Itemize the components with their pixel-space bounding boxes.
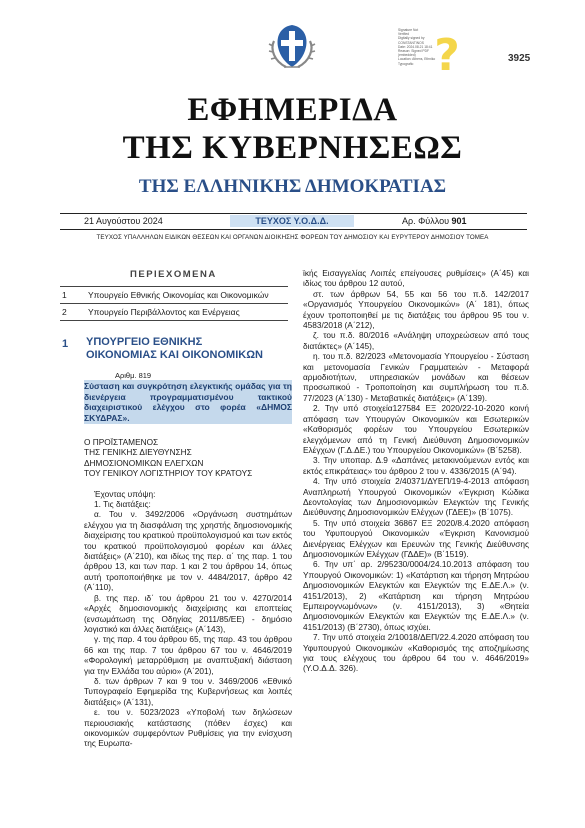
paragraph: 2. Την υπό στοιχεία127584 ΕΞ 2020/22-10-2020 κοινή απόφαση των Υπουργών Οικονομικών και Εσωτερικών «Καθορισμός φορέων του Υπουργείου Εσωτερικών ελεγχόμενων από τη Γενική Διεύθυνση Δημοσιονομικών Ελέγχων (Γ.Δ.ΔΕ.) του Υπουργείου Οικονομικών» (Β΄5258). (303, 403, 529, 455)
paragraph: 1. Τις διατάξεις: (94, 499, 151, 510)
toc-item-ministry-environment[interactable]: Υπουργείο Περιβάλλοντος και Ενέργειας (88, 307, 240, 317)
decision-title[interactable]: Σύσταση και συγκρότηση ελεγκτικής ομάδας για τη διενέργεια προγραμματισμένου τακτικού διαχειριστικού ελέγχου στο φορέα «ΔΗΜΟΣ ΣΚΥΔΡΑΣ». (84, 381, 292, 423)
paragraph: δ. των άρθρων 7 και 9 του ν. 3469/2006 «Εθνικό Τυπογραφείο Εφημερίδα της Κυβερνήσεως και λοιπές διατάξεις» (Α΄131), (84, 675, 292, 707)
ministry-heading (86, 336, 263, 362)
signature-line: Date: 2024.08.21 18:41 (398, 44, 433, 49)
ministry-line: ΟΙΚΟΝΟΜΙΑΣ ΚΑΙ ΟΙΚΟΝΟΜΙΚΩΝ (86, 349, 263, 361)
authority-line: Ο ΠΡΟΪΣΤΑΜΕΝΟΣ (84, 437, 159, 447)
gazette-title-line1: ΕΦΗΜΕΡΙΔΑ (187, 92, 398, 128)
series-badge: ΤΕΥΧΟΣ Υ.Ο.Δ.Δ. (230, 215, 354, 227)
paragraph: η. του π.δ. 82/2023 «Μετονομασία Υπουργείου - Σύσταση και μετονομασία Γενικών Γραμματειών - Μεταφορά αρμοδιοτήτων, υπηρεσιακών μονάδων και θέσεων προσωπικού - Τροποποίηση και συμπλήρωση του π.δ. 77/2023 (Α΄130) - Μεταβατικές διατάξεις» (Α΄139). (303, 351, 529, 403)
paragraph: 5. Την υπό στοιχεία 36867 ΕΞ 2020/8.4.2020 απόφαση του Υφυπουργού Οικονομικών «Έγκριση Κανονισμού Διενέργειας Ελέγχων και Ερευνών της Γενικής Διεύθυνσης Δημοσιονομικών Ελέγχων (ΓΔΔΕ)» (Β΄1519). (303, 517, 529, 559)
decision-number: 1 (62, 338, 69, 350)
authority-line: ΔΗΜΟΣΙΟΝΟΜΙΚΩΝ ΕΛΕΓΧΩΝ (84, 457, 204, 468)
digital-signature-block[interactable] (398, 28, 470, 80)
ministry-line: ΥΠΟΥΡΓΕΙΟ ΕΘΝΙΚΗΣ (86, 336, 203, 348)
toc-item-ministry-economy[interactable]: Υπουργείο Εθνικής Οικονομίας και Οικονομικών (88, 290, 269, 300)
toc-divider (60, 303, 288, 304)
paragraph: ζ. του π.δ. 80/2016 «Ανάληψη υποχρεώσεων από τους διατάκτες» (Α΄145), (303, 330, 529, 351)
toc-item-number: 2 (62, 307, 67, 317)
paragraph: 7. Την υπό στοιχεία 2/10018/ΔΕΠ/22.4.2020 απόφαση του Υφυπουργού Οικονομικών «Καθορισμός της αποζημίωσης για τους ελέγχους του άρθρου 64 του ν. 4646/2019» (Υ.Ο.Δ.Δ. 326). (303, 632, 529, 674)
paragraph: γ. της παρ. 4 του άρθρου 65, της παρ. 43 του άρθρου 66 και της παρ. 7 του άρθρου 67 του ν. 4646/2019 «Φορολογική μεταρρύθμιση με αναπτυξιακή διάσταση για την Ελλάδα του αύριο» (Α΄201), (84, 634, 292, 676)
toc-divider (60, 320, 288, 321)
gazette-title-line2: ΤΗΣ ΚΥΒΕΡΝΗΣΕΩΣ (122, 130, 463, 166)
signature-line: Location: Athens, Ethniko (398, 57, 436, 62)
contents-heading: ΠΕΡΙΕΧΟΜΕΝΑ (130, 269, 217, 280)
paragraph: ε. του ν. 5023/2023 «Υποβολή των δηλώσεων περιουσιακής κατάστασης (πόθεν έσχες) και οικονομικών συμφερόντων Ρυθμίσεις για την ενίσχυση της Ευρωπα- (84, 707, 292, 749)
signature-line: Signature Not (398, 28, 419, 32)
sheet-label: Αρ. Φύλλου (402, 216, 450, 226)
paragraph: 4. Την υπό στοιχεία 2/40371/ΔΥΕΠ/19-4-2013 απόφαση Αναπληρωτή Υπουργού Οικονομικών «Έγκριση Κώδικα Δεοντολογίας των Δημοσιονομικών Ελεγκτών της Γενικής Διεύθυνσης Δημοσιονομικών Ελέγχων (ΓΔΕΕ)» (Β΄1075). (303, 476, 529, 518)
sheet-number-value: 901 (451, 216, 467, 226)
paragraph: στ. των άρθρων 54, 55 και 56 του π.δ. 142/2017 «Οργανισμός Υπουργείου Οικονομικών» (Α΄ 181), όπως έχουν τροποποιηθεί με τις διατάξεις του άρθρου 95 του ν. 4583/2018 (Α΄212), (303, 288, 529, 331)
gazette-title-line3: ΤΗΣ ΕΛΛΗΝΙΚΗΣ ΔΗΜΟΚΡΑΤΙΑΣ (138, 176, 447, 197)
toc-divider (60, 286, 288, 287)
authority-line: ΤΗΣ ΓΕΝΙΚΗΣ ΔΙΕΥΘΥΝΣΗΣ (84, 447, 192, 458)
paragraph: Έχοντας υπόψη: (94, 488, 156, 499)
signature-question-icon (424, 30, 470, 78)
signature-line: Digitally signed by (398, 36, 425, 41)
paragraph: β. της περ. ιδ΄ του άρθρου 21 του ν. 4270/2014 «Αρχές δημοσιονομικής διαχείρισης και εποπτείας (ενσωμάτωση της Οδηγίας 2011/85/ΕΕ) - δημόσιο λογιστικό και άλλες διατάξεις» (Α΄143), (84, 592, 292, 634)
signature-line: (embedded) (398, 53, 416, 58)
header-divider-top (60, 213, 527, 214)
header-divider-bottom (60, 229, 527, 230)
sheet-number (402, 216, 467, 226)
page-number: 3925 (508, 53, 531, 64)
signature-line: Typografio (398, 61, 414, 66)
decision-arithm: Αριθμ. 819 (115, 371, 152, 380)
issue-date: 21 Αυγούστου 2024 (84, 216, 163, 226)
right-column-body (303, 268, 529, 674)
authority-line: ΤΟΥ ΓΕΝΙΚΟΥ ΛΟΓΙΣΤΗΡΙΟΥ ΤΟΥ ΚΡΑΤΟΥΣ (84, 468, 253, 479)
paragraph: 3. Την υποπαρ. Δ.9 «Δαπάνες μετακινούμενων εντός και εκτός επικράτειας» του άρθρου 2 του ν. 4336/2015 (Α΄94). (303, 455, 529, 476)
left-column-body (84, 437, 292, 749)
toc-item-number: 1 (62, 290, 67, 300)
paragraph: ϊκής Εισαγγελίας Λοιπές επείγουσες ρυθμίσεις» (Α΄45) και ιδίως του άρθρου 12 αυτού, (303, 268, 529, 289)
signature-line: CONSTANTINOS (398, 40, 424, 45)
svg-text:?: ? (434, 30, 460, 78)
greek-emblem-icon (262, 15, 322, 75)
series-subtitle: ΤΕΥΧΟΣ ΥΠΑΛΛΗΛΩΝ ΕΙΔΙΚΩΝ ΘΕΣΕΩΝ ΚΑΙ ΟΡΓΑΝΩΝ ΔΙΟΙΚΗΣΗΣ ΦΟΡΕΩΝ ΤΟΥ ΔΗΜΟΣΙΟΥ ΚΑΙ ΕΥΡΥΤΕΡΟΥ ΔΗΜΟΣΙΟΥ ΤΟΜΕΑ (96, 234, 489, 241)
signature-line: Verified (398, 32, 409, 37)
signature-line: Reason: Signed PDF (398, 49, 429, 54)
paragraph: α. Του ν. 3492/2006 «Οργάνωση συστημάτων ελέγχου για τη διασφάλιση της χρηστής δημοσιονομικής διαχείρισης του κρατικού προϋπολογισμού και των εκτός του κρατικού προϋπολογισμού φορέων και άλλες διατάξεις» (Α΄210), και ιδίως της περ. α΄ της παρ. 1 του άρθρου 13, και των παρ. 1 και 2 του άρθρου 14, όπως αυτή τροποποιήθηκε με τον ν. 4484/2017, άρθρο 42 (Α΄110), (84, 509, 292, 593)
paragraph: 6. Την υπ΄ αρ. 2/95230/0004/24.10.2013 απόφαση του Υπουργού Οικονομικών: 1) «Κατάρτιση και τήρηση Μητρώου Δημοσιονομικών Ελεγκτών και Ελεγκτών της Ε.ΔΕ.Λ.» (ν. 4151/2013), 2) «Κατάρτιση και τήρηση Μητρώου Εμπειρογνωμόνων» (ν. 4151/2013), 3) «Θητεία Δημοσιονομικών Ελεγκτών και Ελεγκτών της Ε.ΔΕ.Λ.» (ν. 4151/2013) (Β΄2730), όπως ισχύει. (303, 559, 529, 632)
